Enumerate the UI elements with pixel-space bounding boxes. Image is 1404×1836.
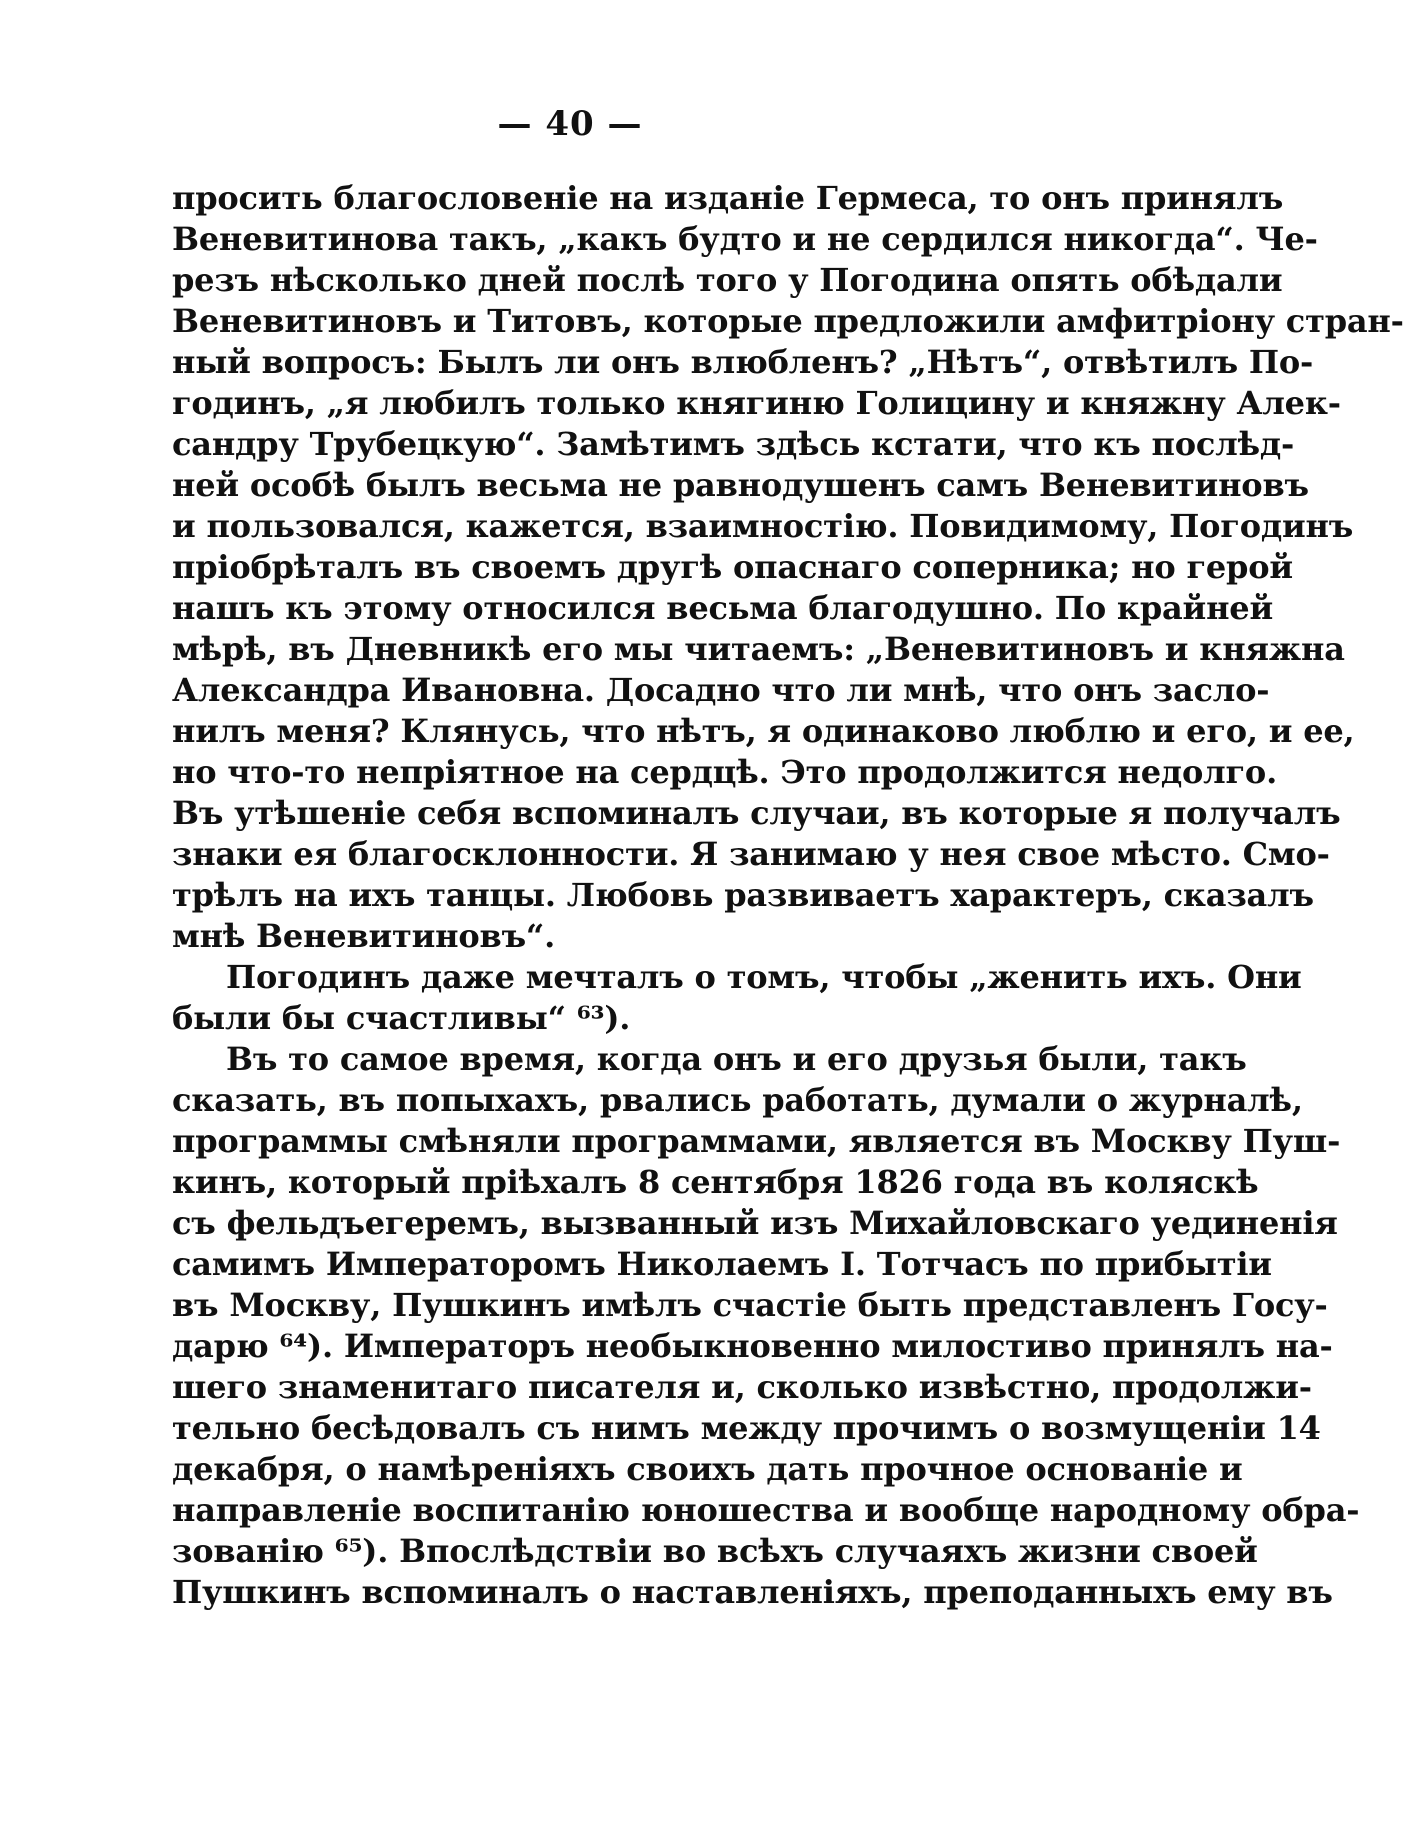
text-line: нилъ меня? Клянусь, что нѣтъ, я одинаково люблю и его, и ее, bbox=[172, 712, 1355, 750]
text-line: дарю ⁶⁴). Императоръ необыкновенно милостиво принялъ на- bbox=[172, 1327, 1333, 1365]
text-line: пріобрѣталъ въ своемъ другѣ опаснаго соперника; но герой bbox=[172, 548, 1293, 586]
text-line: кинъ, который пріѣхалъ 8 сентября 1826 года въ коляскѣ bbox=[172, 1163, 1259, 1201]
text-line: Пушкинъ вспоминалъ о наставленіяхъ, преподанныхъ ему въ bbox=[172, 1573, 1333, 1611]
text-line: зованію ⁶⁵). Впослѣдствіи во всѣхъ случаяхъ жизни своей bbox=[172, 1532, 1258, 1570]
text-line: программы смѣняли программами, является въ Москву Пуш- bbox=[172, 1122, 1341, 1160]
text-line: декабря, о намѣреніяхъ своихъ дать прочное основаніе и bbox=[172, 1450, 1243, 1488]
text-line: Въ то самое время, когда онъ и его друзья были, такъ bbox=[226, 1040, 1247, 1078]
text-line: нашъ къ этому относился весьма благодушно. По крайней bbox=[172, 589, 1273, 627]
text-line: знаки ея благосклонности. Я занимаю у нея свое мѣсто. Смо- bbox=[172, 835, 1330, 873]
text-line: Александра Ивановна. Досадно что ли мнѣ, что онъ засло- bbox=[172, 671, 1270, 709]
text-line: Веневитиновъ и Титовъ, которые предложили амфитріону стран- bbox=[172, 302, 1404, 340]
text-line: Погодинъ даже мечталъ о томъ, чтобы „женить ихъ. Они bbox=[226, 958, 1302, 996]
text-line: ный вопросъ: Былъ ли онъ влюбленъ? „Нѣтъ“, отвѣтилъ По- bbox=[172, 343, 1314, 381]
text-line: мѣрѣ, въ Дневникѣ его мы читаемъ: „Веневитиновъ и княжна bbox=[172, 630, 1345, 668]
text-line: но что-то непріятное на сердцѣ. Это продолжится недолго. bbox=[172, 753, 1278, 791]
body-text bbox=[172, 178, 1404, 1613]
text-line: Въ утѣшеніе себя вспоминалъ случаи, въ которые я получалъ bbox=[172, 794, 1341, 832]
text-line: ней особѣ былъ весьма не равнодушенъ самъ Веневитиновъ bbox=[172, 466, 1309, 504]
text-line: направленіе воспитанію юношества и вообще народному обра- bbox=[172, 1491, 1360, 1529]
text-line: годинъ, „я любилъ только княгиню Голицину и княжну Алек- bbox=[172, 384, 1341, 422]
text-line: шего знаменитаго писателя и, сколько извѣстно, продолжи- bbox=[172, 1368, 1312, 1406]
text-line: мнѣ Веневитиновъ“. bbox=[172, 917, 556, 955]
text-line: сказать, въ попыхахъ, рвались работать, думали о журналѣ, bbox=[172, 1081, 1303, 1119]
text-line: резъ нѣсколько дней послѣ того у Погодина опять обѣдали bbox=[172, 261, 1283, 299]
text-line: тельно бесѣдовалъ съ нимъ между прочимъ о возмущеніи 14 bbox=[172, 1409, 1321, 1447]
text-line: были бы счастливы“ ⁶³). bbox=[172, 999, 631, 1037]
page-number: — 40 — bbox=[497, 104, 643, 144]
text-line: трѣлъ на ихъ танцы. Любовь развиваетъ характеръ, сказалъ bbox=[172, 876, 1314, 914]
text-line: самимъ Императоромъ Николаемъ I. Тотчасъ по прибытіи bbox=[172, 1245, 1272, 1283]
text-line: Веневитинова такъ, „какъ будто и не сердился никогда“. Че- bbox=[172, 220, 1318, 258]
text-line: съ фельдъегеремъ, вызванный изъ Михайловскаго уединенія bbox=[172, 1204, 1338, 1242]
text-line: и пользовался, кажется, взаимностію. Повидимому, Погодинъ bbox=[172, 507, 1354, 545]
text-line: сандру Трубецкую“. Замѣтимъ здѣсь кстати, что къ послѣд- bbox=[172, 425, 1295, 463]
text-line: въ Москву, Пушкинъ имѣлъ счастіе быть представленъ Госу- bbox=[172, 1286, 1328, 1324]
text-line: просить благословеніе на изданіе Гермеса, то онъ принялъ bbox=[172, 179, 1284, 217]
